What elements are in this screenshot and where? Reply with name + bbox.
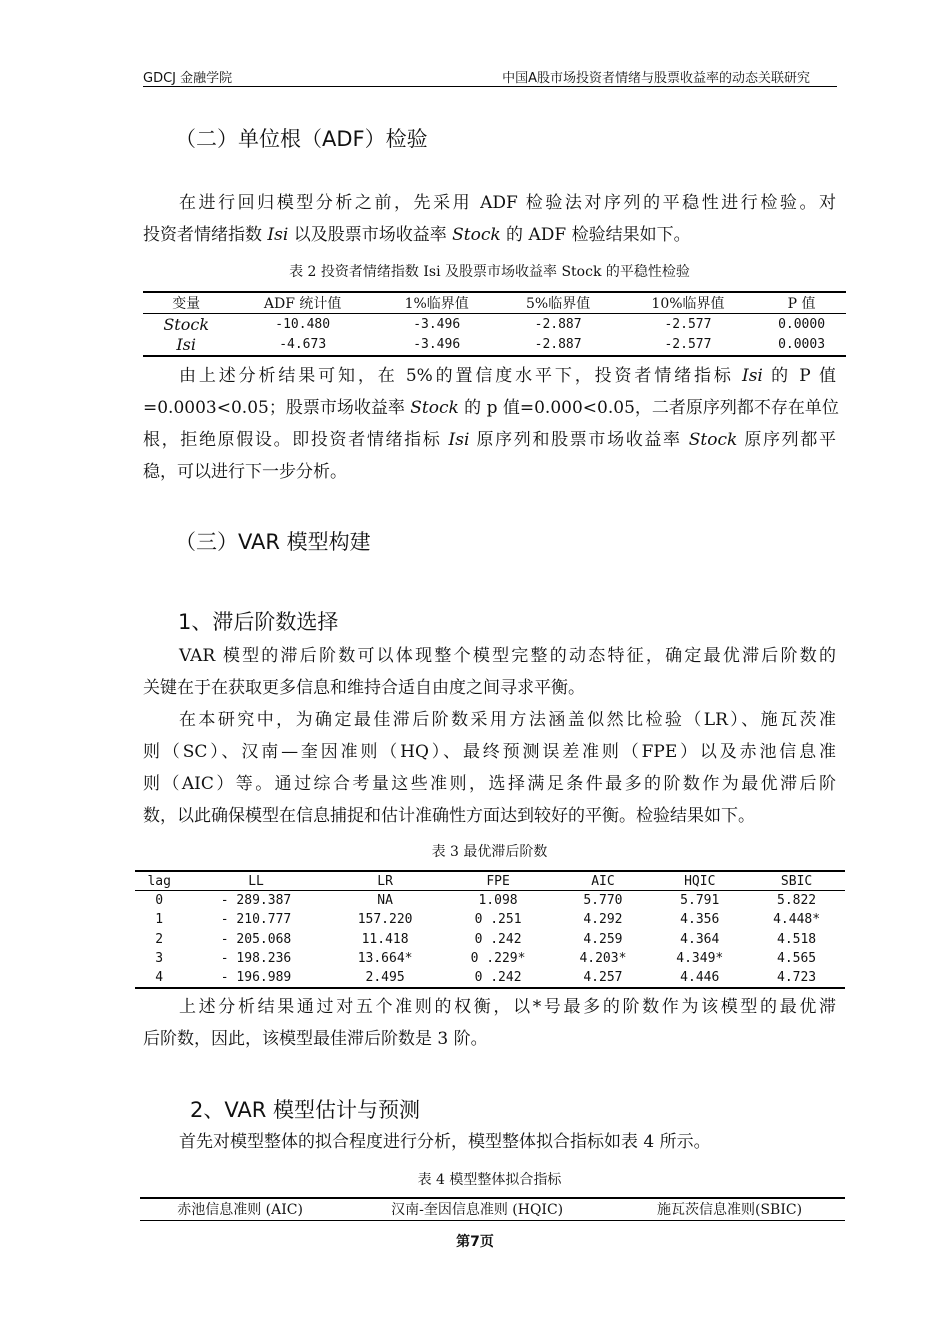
- table-row: [135, 930, 845, 950]
- fit-header-hqic: 汉南-奎因信息准则 (HQIC): [391, 1202, 564, 1219]
- column-header: 变量: [172, 296, 201, 312]
- table-row: [135, 910, 845, 930]
- table-header-row: [135, 871, 845, 891]
- paragraph-line: 则（SC）、汉南—奎因准则（HQ）、最终预测误差准则（FPE）以及赤池信息准: [143, 742, 836, 762]
- header-divider: [143, 86, 837, 87]
- column-header: 1%临界值: [404, 296, 469, 312]
- lag-table: [135, 870, 845, 989]
- adf-table: [143, 291, 846, 357]
- header-left: GDCJ 金融学院: [143, 71, 233, 86]
- table-cell: 2: [155, 931, 164, 947]
- column-header: LR: [377, 873, 393, 889]
- table-row: [135, 969, 845, 989]
- table-cell: - 210.777: [220, 912, 292, 928]
- fit-header-aic: 赤池信息准则 (AIC): [177, 1202, 303, 1219]
- column-header: AIC: [591, 873, 615, 889]
- table-cell: 4.349*: [676, 951, 724, 967]
- table-row: [135, 891, 845, 911]
- table-cell: -4.673: [279, 337, 327, 352]
- table-cell: 4.723: [777, 970, 817, 986]
- table-cell: 157.220: [357, 912, 413, 928]
- table-cell: 4.448*: [773, 912, 821, 928]
- table-cell: -2.577: [664, 316, 712, 332]
- section-heading-adf: （二）单位根（ADF）检验: [175, 127, 428, 151]
- table-cell: 1: [155, 912, 164, 928]
- paragraph-line: 在进行回归模型分析之前，先采用 ADF 检验法对序列的平稳性进行检验。对: [179, 193, 836, 213]
- paragraph-line: 数，以此确保模型在信息捕捉和估计准确性方面达到较好的平衡。检验结果如下。: [143, 806, 755, 826]
- table-cell: 2.495: [365, 970, 405, 986]
- table-row: [143, 335, 846, 356]
- table-cell: 0.0003: [778, 337, 826, 352]
- subheading-lag: 1、滞后阶数选择: [178, 610, 339, 634]
- table-cell: 4.518: [777, 931, 817, 947]
- column-header: 5%临界值: [526, 296, 591, 312]
- table-cell: 0.0000: [778, 316, 826, 332]
- table-cell: 4.259: [583, 931, 623, 947]
- column-header: ADF 统计值: [263, 296, 342, 312]
- table-cell: 0 .251: [474, 912, 522, 928]
- table-cell: 13.664*: [357, 951, 413, 967]
- table-cell: 4: [155, 970, 164, 986]
- column-header: 10%临界值: [651, 296, 725, 312]
- table-cell: -10.480: [275, 316, 331, 332]
- paragraph-fit-intro: 首先对模型整体的拟合程度进行分析，模型整体拟合指标如表 4 所示。: [179, 1132, 711, 1152]
- table-cell: - 205.068: [220, 931, 292, 947]
- table-cell: -2.887: [534, 316, 582, 332]
- fit-header-sbic: 施瓦茨信息准则(SBIC): [657, 1202, 803, 1219]
- table-cell: -3.496: [413, 316, 461, 332]
- table-cell: 4.257: [583, 970, 623, 986]
- paragraph-line: 根，拒绝原假设。即投资者情绪指标 Isi 原序列和股票市场收益率 Stock 原序列都平: [143, 430, 836, 450]
- table-cell: NA: [377, 893, 393, 908]
- column-header: SBIC: [780, 873, 813, 889]
- table-cell: 0 .242: [474, 970, 522, 986]
- table-row: [143, 314, 846, 335]
- paragraph-line: 上述分析结果通过对五个准则的权衡，以*号最多的阶数作为该模型的最优滞: [179, 997, 836, 1017]
- subheading-var-estimation: 2、VAR 模型估计与预测: [190, 1098, 421, 1122]
- column-header: LL: [248, 873, 264, 889]
- paragraph-line: 则（AIC）等。通过综合考量这些准则，选择满足条件最多的阶数作为最优滞后阶: [143, 774, 836, 794]
- column-header: FPE: [486, 873, 510, 889]
- paragraph-line: 后阶数，因此，该模型最佳滞后阶数是 3 阶。: [143, 1029, 488, 1049]
- table-cell: Isi: [176, 335, 197, 354]
- header-right: 中国A股市场投资者情绪与股票收益率的动态关联研究: [502, 71, 810, 86]
- table-cell: - 198.236: [220, 951, 292, 967]
- paragraph-line: =0.0003<0.05；股票市场收益率 Stock 的 p 值=0.000<0.05，二者原序列都不存在单位: [143, 398, 839, 418]
- table-cell: 5.791: [680, 893, 720, 908]
- table-cell: 4.356: [680, 912, 720, 928]
- page-number: 第7页: [456, 1234, 494, 1250]
- table-cell: 4.203*: [579, 951, 627, 967]
- table-cell: 0 .229*: [470, 951, 526, 967]
- paragraph-line: 稳，可以进行下一步分析。: [143, 462, 347, 482]
- column-header: P 值: [787, 296, 816, 312]
- paragraph-line: 在本研究中，为确定最佳滞后阶数采用方法涵盖似然比检验（LR）、施瓦茨准: [179, 710, 836, 730]
- table3-caption: 表 3 最优滞后阶数: [431, 844, 548, 860]
- table-cell: 0: [155, 893, 164, 908]
- table-cell: - 289.387: [220, 893, 292, 908]
- paragraph-line: VAR 模型的滞后阶数可以体现整个模型完整的动态特征，确定最优滞后阶数的: [179, 646, 836, 666]
- table-cell: 4.446: [680, 970, 720, 986]
- table-cell: Stock: [163, 314, 210, 334]
- table-cell: 4.292: [583, 912, 623, 928]
- paragraph-line: 关键在于在获取更多信息和维持合适自由度之间寻求平衡。: [143, 678, 585, 698]
- fit-table: [140, 1197, 845, 1221]
- table-cell: - 196.989: [220, 970, 292, 986]
- table-cell: 3: [155, 951, 164, 967]
- table-cell: 5.770: [583, 893, 623, 908]
- table-cell: 5.822: [777, 893, 817, 908]
- table-cell: -2.887: [534, 337, 582, 352]
- table-cell: 0 .242: [474, 931, 522, 947]
- table4-caption: 表 4 模型整体拟合指标: [417, 1172, 562, 1188]
- column-header: HQIC: [684, 873, 716, 889]
- table-cell: 1.098: [478, 893, 518, 908]
- table-row: [135, 949, 845, 969]
- paragraph-line: 投资者情绪指数 Isi 以及股票市场收益率 Stock 的 ADF 检验结果如下。: [143, 225, 691, 245]
- table-cell: -3.496: [413, 337, 461, 352]
- column-header: lag: [147, 873, 171, 889]
- table-cell: 4.364: [680, 931, 720, 947]
- table-cell: -2.577: [664, 337, 712, 352]
- paragraph-line: 由上述分析结果可知，在 5%的置信度水平下，投资者情绪指标 Isi 的 P 值: [179, 366, 837, 386]
- table-header-row: [143, 292, 846, 314]
- table-cell: 4.565: [777, 951, 817, 967]
- section-heading-var: （三）VAR 模型构建: [175, 530, 371, 554]
- table-cell: 11.418: [361, 931, 409, 947]
- table2-caption: 表 2 投资者情绪指数 Isi 及股票市场收益率 Stock 的平稳性检验: [289, 264, 690, 280]
